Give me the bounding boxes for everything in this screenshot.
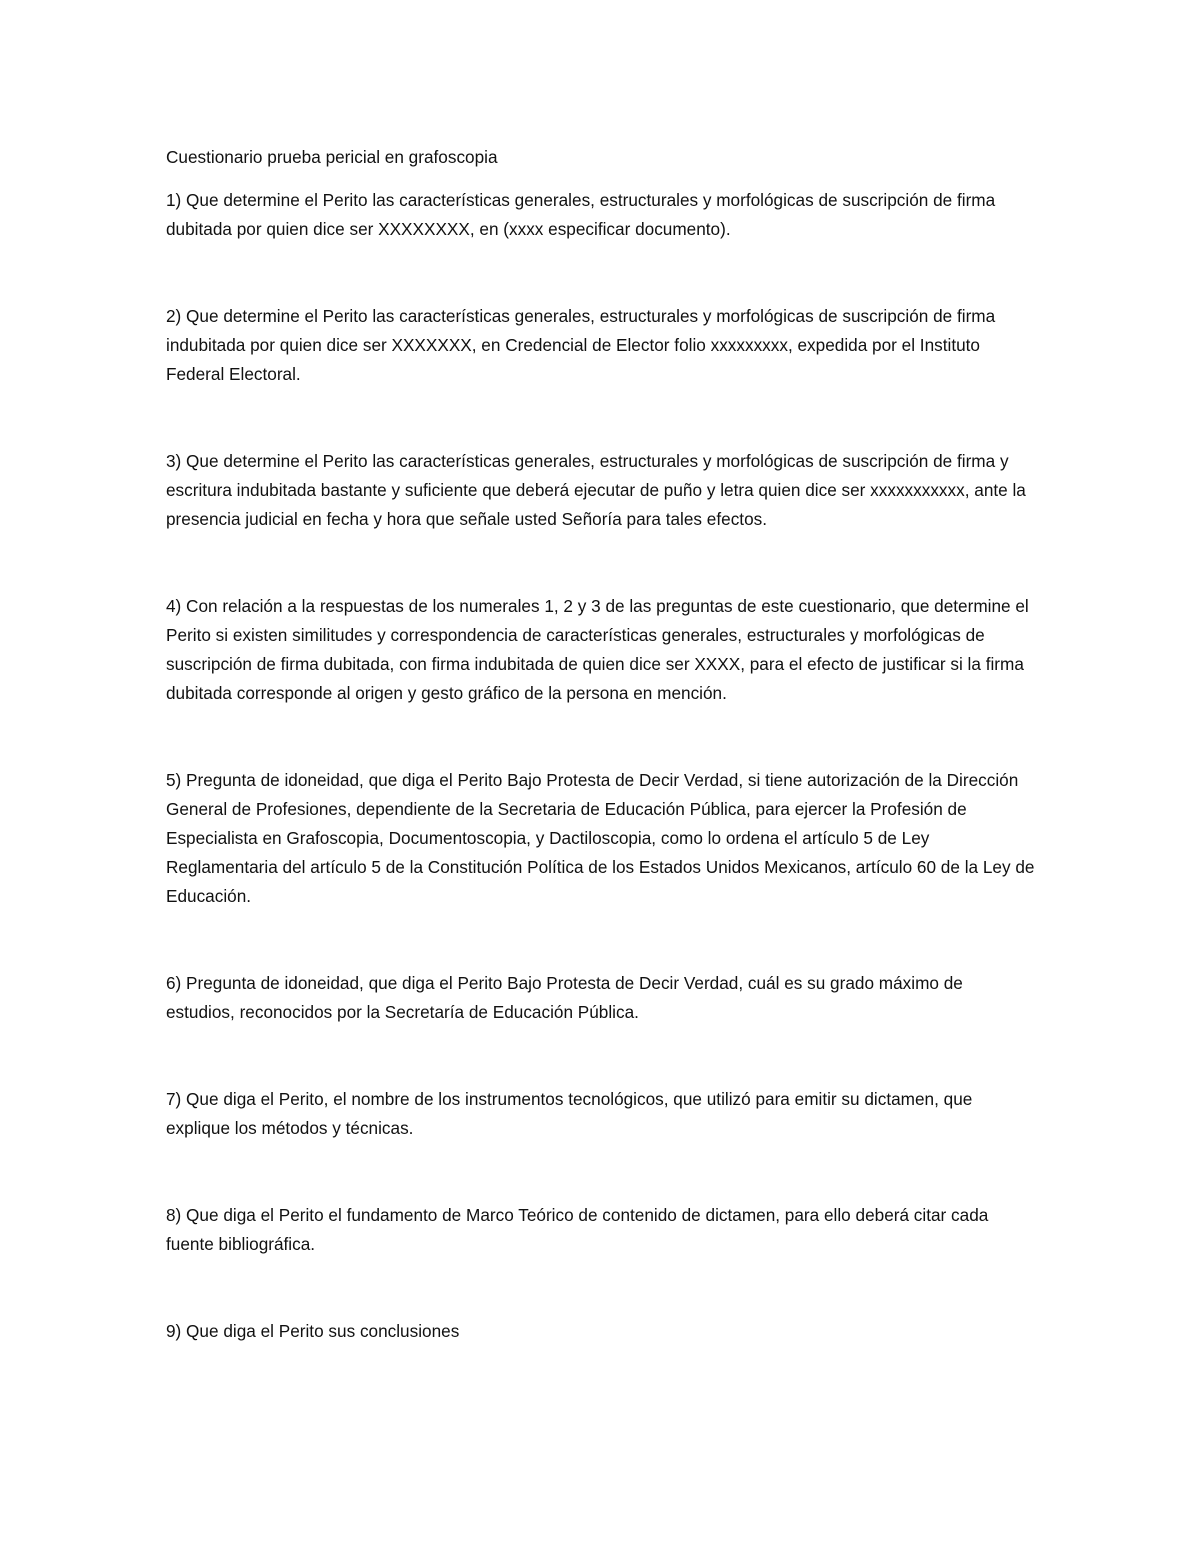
question-7: 7) Que diga el Perito, el nombre de los instrumentos tecnológicos, que utilizó para emitir su dictamen, que explique los métodos y técnicas. bbox=[166, 1089, 973, 1138]
question-3: 3) Que determine el Perito las características generales, estructurales y morfológicas de suscripción de firma y escritura indubitada bastante y suficiente que deberá ejecutar de puño y letra quien dice ser xxxxxxxxxxx, ante la presencia judicial en fecha y hora que señale usted Señoría para tales efectos. bbox=[166, 451, 1026, 529]
document-body bbox=[166, 143, 1036, 1404]
question-9: 9) Que diga el Perito sus conclusiones bbox=[166, 1321, 460, 1341]
question-8: 8) Que diga el Perito el fundamento de Marco Teórico de contenido de dictamen, para ello deberá citar cada fuente bibliográfica. bbox=[166, 1205, 989, 1254]
question-1: 1) Que determine el Perito las características generales, estructurales y morfológicas de suscripción de firma dubitada por quien dice ser XXXXXXXX, en (xxxx especificar documento). bbox=[166, 190, 996, 239]
question-5: 5) Pregunta de idoneidad, que diga el Perito Bajo Protesta de Decir Verdad, si tiene autorización de la Dirección General de Profesiones, dependiente de la Secretaria de Educación Pública, para ejercer la Profesión de Especialista en Grafoscopia, Documentoscopia, y Dactiloscopia, como lo ordena el artículo 5 de Ley Reglamentaria del artículo 5 de la Constitución Política de los Estados Unidos Mexicanos, artículo 60 de la Ley de Educación. bbox=[166, 770, 1035, 906]
document-title: Cuestionario prueba pericial en grafoscopia bbox=[166, 147, 498, 167]
question-4: 4) Con relación a la respuestas de los numerales 1, 2 y 3 de las preguntas de este cuestionario, que determine el Perito si existen similitudes y correspondencia de características generales, estructurales y morfológicas de suscripción de firma dubitada, con firma indubitada de quien dice ser XXXX, para el efecto de justificar si la firma dubitada corresponde al origen y gesto gráfico de la persona en mención. bbox=[166, 596, 1029, 703]
question-6: 6) Pregunta de idoneidad, que diga el Perito Bajo Protesta de Decir Verdad, cuál es su grado máximo de estudios, reconocidos por la Secretaría de Educación Pública. bbox=[166, 973, 963, 1022]
question-2: 2) Que determine el Perito las características generales, estructurales y morfológicas de suscripción de firma indubitada por quien dice ser XXXXXXX, en Credencial de Elector folio xxxxxxxxx, expedida por el Instituto Federal Electoral. bbox=[166, 306, 996, 384]
